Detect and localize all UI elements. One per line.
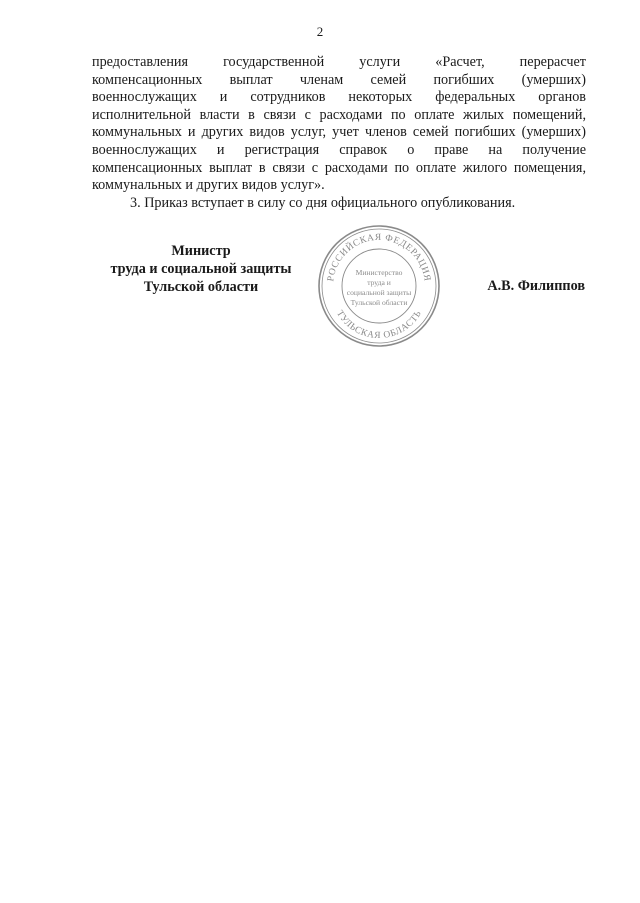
body-text bbox=[92, 54, 586, 212]
seal-inner-line: Министерство bbox=[355, 268, 403, 277]
position-line: Министр bbox=[171, 243, 231, 259]
seal-inner-line: социальной защиты bbox=[346, 288, 412, 297]
text-line: коммунальных и других видов услуг». bbox=[92, 177, 325, 194]
page-number: 2 bbox=[316, 24, 324, 39]
position-line: Тульской области bbox=[143, 279, 259, 295]
text-line: исполнительной власти в связи с расходами по оплате жилых помещений, bbox=[92, 106, 586, 123]
signatory-position bbox=[92, 242, 310, 296]
clause-3-text: 3. Приказ вступает в силу со дня официального опубликования. bbox=[130, 194, 516, 211]
seal-inner-line: труда и bbox=[367, 278, 391, 287]
text-line: предоставления государственной услуги «Расчет, перерасчет bbox=[92, 54, 586, 70]
paragraph-continuation bbox=[92, 54, 586, 195]
text-line: коммунальных и других видов услуг, учет членов семей погибших (умерших) bbox=[92, 124, 586, 141]
seal-bottom-arc-text: ТУЛЬСКАЯ ОБЛАСТЬ bbox=[334, 308, 424, 342]
text-line: компенсационных выплат членам семей погибших (умерших) bbox=[92, 71, 586, 88]
text-line: компенсационных выплат в связи с расходами по оплате жилого помещения, bbox=[92, 159, 586, 176]
seal-top-arc-text: РОССИЙСКАЯ ФЕДЕРАЦИЯ bbox=[326, 232, 432, 283]
text-line: военнослужащих и регистрация справок о праве на получение bbox=[92, 141, 586, 158]
signatory-name: А.В. Филиппов bbox=[487, 278, 585, 294]
text-line: военнослужащих и сотрудников некоторых федеральных органов bbox=[92, 89, 586, 106]
seal-inner-line: Тульской области bbox=[350, 298, 408, 307]
clause-3 bbox=[92, 195, 586, 213]
official-seal-stamp bbox=[315, 222, 443, 350]
position-line: труда и социальной защиты bbox=[110, 261, 292, 277]
